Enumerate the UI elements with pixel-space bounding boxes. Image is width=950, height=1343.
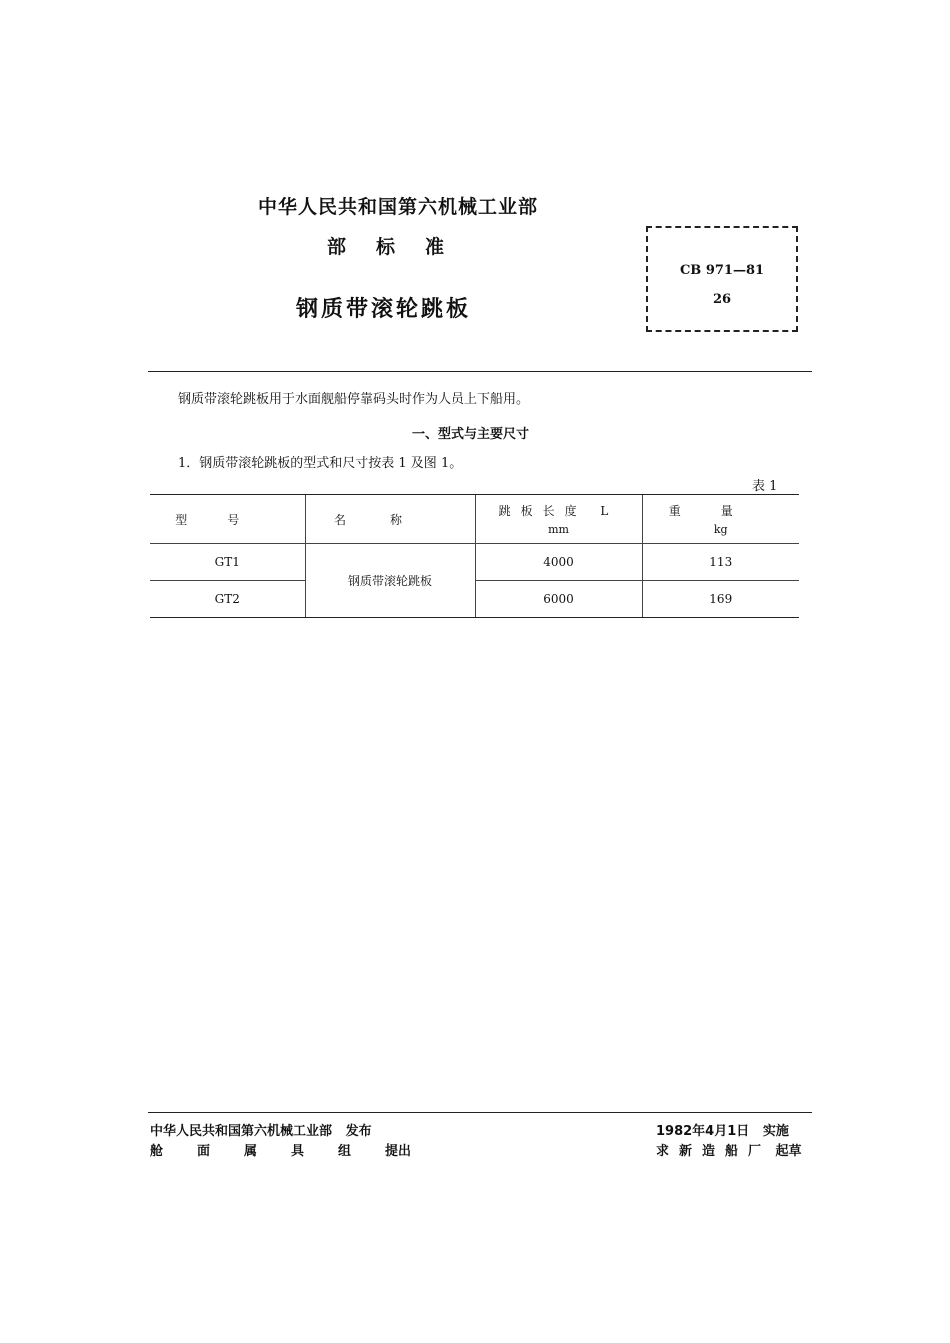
item-1: 1．钢质带滚轮跳板的型式和尺寸按表 1 及图 1。 [178, 456, 463, 471]
header-model: 型号 [150, 495, 305, 544]
footer-proposer-line [150, 1140, 411, 1159]
weight-unit: kg [713, 523, 728, 536]
header-divider [148, 371, 812, 372]
cell-length: 4000 [475, 544, 642, 581]
header-weight: 重量 kg [642, 495, 799, 544]
cell-model: GT2 [150, 581, 305, 618]
cell-model: GT1 [150, 544, 305, 581]
footer-drafter-line [656, 1140, 802, 1159]
standard-code: CB 971—81 [679, 263, 765, 278]
footer-date-line [656, 1120, 789, 1139]
standard-code-box [646, 226, 798, 332]
footer-draft-action: 起草 [775, 1144, 802, 1159]
table-row [150, 581, 799, 618]
table-header-row [150, 495, 799, 544]
header-length: 跳板长度 L mm [475, 495, 642, 544]
footer-issuer: 中华人民共和国第六机械工业部 [150, 1124, 333, 1139]
document-type: 部标准 [327, 236, 475, 258]
cell-weight: 169 [642, 581, 799, 618]
document-title: 钢质带滚轮跳板 [296, 297, 472, 322]
cell-weight: 113 [642, 544, 799, 581]
header-name: 名称 [305, 495, 475, 544]
table-row [150, 544, 799, 581]
ministry-heading: 中华人民共和国第六机械工业部 [258, 196, 539, 218]
footer-date-action: 实施 [762, 1124, 789, 1139]
standard-number: 26 [712, 292, 732, 307]
footer-proposer: 舱面属具组 [150, 1144, 386, 1159]
cell-name: 钢质带滚轮跳板 [305, 544, 475, 618]
footer-propose-action: 提出 [385, 1144, 412, 1159]
footer-issuer-line [150, 1120, 372, 1139]
footer-drafter: 求新造船厂 [656, 1144, 772, 1159]
footer-divider [148, 1112, 812, 1113]
section-heading: 一、型式与主要尺寸 [412, 427, 530, 442]
intro-paragraph: 钢质带滚轮跳板用于水面舰船停靠码头时作为人员上下船用。 [178, 392, 530, 407]
spec-table [150, 494, 799, 618]
length-unit: mm [548, 523, 569, 536]
table-label: 表 1 [752, 479, 778, 494]
footer-issue-action: 发布 [345, 1124, 372, 1139]
footer-date: 1982年4月1日 [656, 1124, 750, 1139]
cell-length: 6000 [475, 581, 642, 618]
